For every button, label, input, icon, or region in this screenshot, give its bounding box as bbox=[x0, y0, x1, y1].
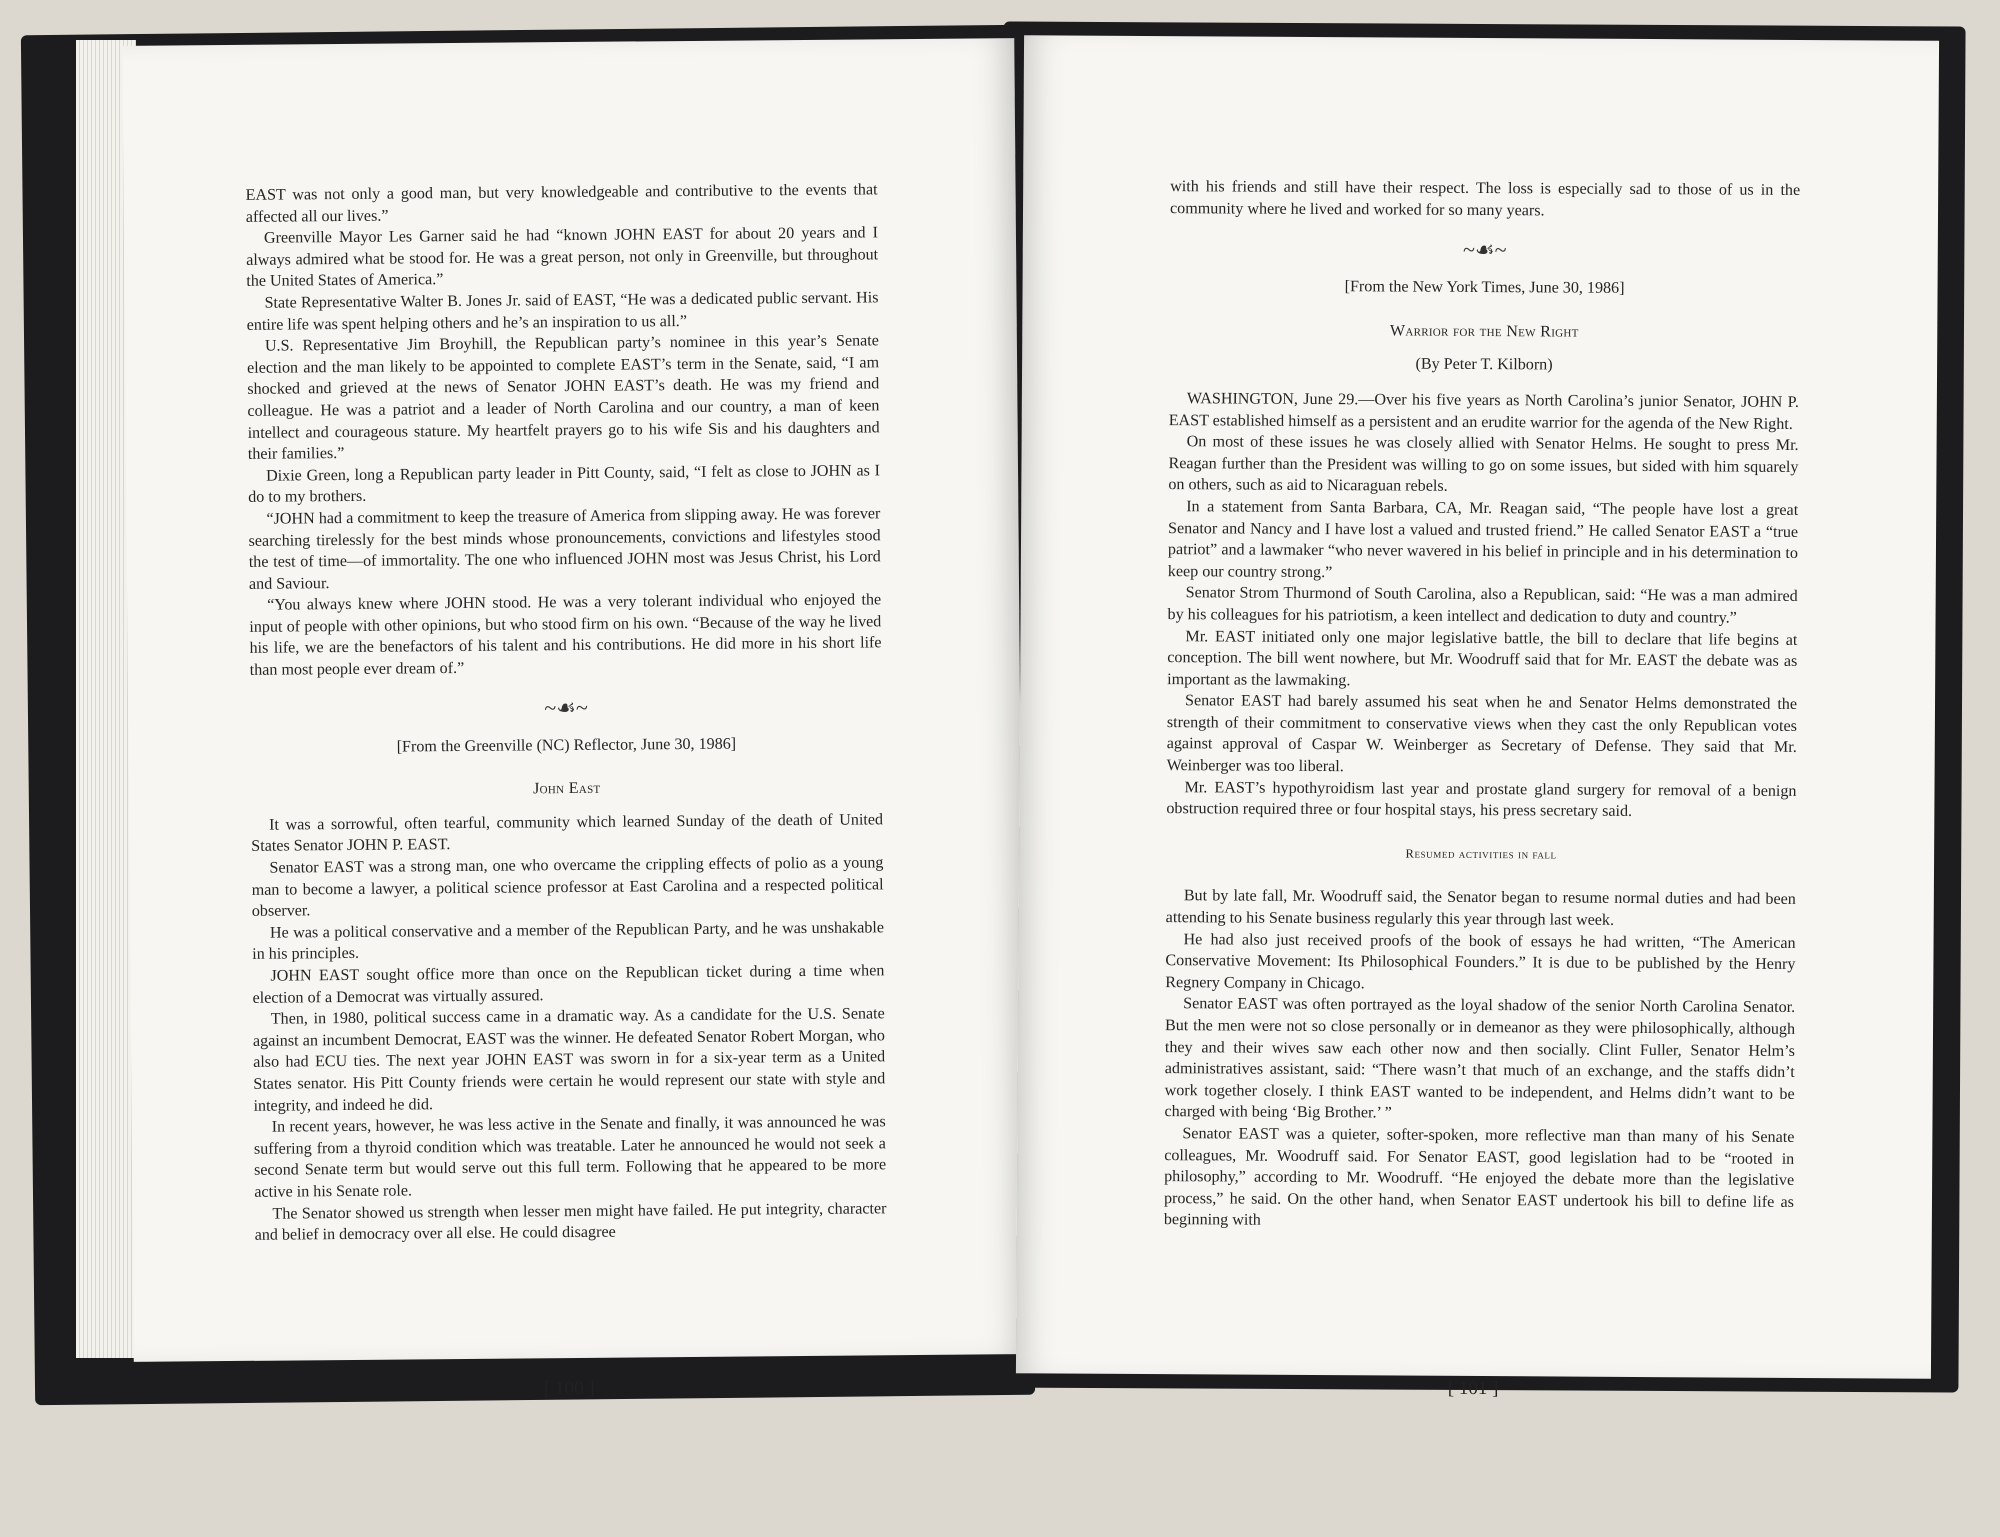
paragraph: WASHINGTON, June 29.—Over his five years as North Carolina’s junior Senator, JOHN P. EAST established himself as a persistent and an erudite warrior for the agenda of the New Right. bbox=[1168, 390, 1799, 433]
paragraph: He was a political conservative and a member of the Republican Party, and he was unshakable in his principles. bbox=[252, 919, 885, 964]
paragraph: State Representative Walter B. Jones Jr. said of EAST, “He was a dedicated public servant. His entire life was spent helping others and he’s an inspiration to us all.” bbox=[246, 289, 879, 334]
article-heading: Warrior for the New Right bbox=[1389, 322, 1579, 341]
left-page-text-column bbox=[245, 179, 886, 1246]
paragraph: U.S. Representative Jim Broyhill, the Republican party’s nominee in this year’s Senate election and the man likely to be appointed to complete EAST’s term in the Senate, said, “I am shocked and grieved at the news of Senator JOHN EAST’s death. He was my friend and colleague. He was a patriot and a leader of North Carolina and our country, a man of keen intellect and courageous stature. My heartfelt prayers go to his wife Sis and his daughters and their families.” bbox=[247, 332, 880, 463]
paragraph: In recent years, however, he was less active in the Senate and finally, it was announced he was suffering from a thyroid condition which was treatable. Later he announced he would not seek a second Senate term but would serve out this full term. Following that he appeared to be more active in his Senate role. bbox=[253, 1113, 887, 1201]
right-page-text-column bbox=[1164, 176, 1800, 1235]
byline: (By Peter T. Kilborn) bbox=[1415, 355, 1553, 374]
paragraph: “JOHN had a commitment to keep the treasure of America from slipping away. He was forever searching tirelessly for the best minds whose pronouncements, convictions and lifestyles stood the test of time—of immortality. The one who influenced JOHN most was Jesus Christ, his Lord and Saviour. bbox=[248, 505, 881, 593]
paragraph: Mr. EAST initiated only one major legislative battle, the bill to declare that life begins at conception. The bill went nowhere, but Mr. Woodruff said that for Mr. EAST the debate was as important as the lawmaking. bbox=[1167, 627, 1798, 689]
paragraph: Senator EAST was a strong man, one who overcame the crippling effects of polio as a young man to become a lawyer, a political science professor at East Carolina and a respected political observer. bbox=[251, 854, 884, 921]
left-page bbox=[122, 38, 1025, 1400]
paragraph: JOHN EAST sought office more than once on the Republican ticket during a time when election of a Democrat was virtually assured. bbox=[252, 962, 885, 1007]
right-page bbox=[1016, 35, 1939, 1400]
source-citation: [From the New York Times, June 30, 1986] bbox=[1344, 278, 1625, 298]
paragraph: Senator Strom Thurmond of South Carolina, also a Republican, said: “He was a man admired by his colleagues for his patriotism, a keen intellect and dedication to duty and country.” bbox=[1167, 584, 1798, 627]
paragraph: Dixie Green, long a Republican party leader in Pitt County, said, “I felt as close to JOHN as I do to my brothers. bbox=[248, 462, 881, 507]
paragraph: Then, in 1980, political success came in a dramatic way. As a candidate for the U.S. Senate against an incumbent Democrat, EAST was the winner. He defeated Senator Robert Morgan, who also had ECU ties. The next year JOHN EAST was sworn in for a six-year term as a United States senator. His Pitt County friends were certain he would represent our state with style and integrity, and indeed he did. bbox=[252, 1005, 886, 1115]
page-number: [ 101 ] bbox=[1447, 1377, 1499, 1400]
section-ornament: ~☙~ bbox=[544, 694, 588, 720]
paragraph: The Senator showed us strength when lesser men might have failed. He put integrity, character and belief in democracy over all else. He could disagree bbox=[254, 1199, 887, 1244]
paragraph: Senator EAST was a quieter, softer-spoken, more reflective man than many of his Senate colleagues, Mr. Woodruff said. For Senator EAST, good legislation had to be “rooted in philosophy,” according to Mr. Woodruff. “He enjoyed the debate more than the legislative process,” he said. On the other hand, when Senator EAST undertook his bill to define life as beginning with bbox=[1163, 1125, 1795, 1230]
paragraph: EAST was not only a good man, but very knowledgeable and contributive to the events that affected all our lives.” bbox=[245, 181, 878, 226]
paragraph: But by late fall, Mr. Woodruff said, the Senator began to resume normal duties and had been attending to his Senate business regularly this year through last week. bbox=[1165, 887, 1796, 929]
paragraph: Greenville Mayor Les Garner said he had “known JOHN EAST for about 20 years and I always admired what be stood for. He was a great person, not only in Greenville, but throughout the United States of America.” bbox=[246, 224, 879, 291]
source-citation: [From the Greenville (NC) Reflector, June 30, 1986] bbox=[396, 735, 737, 756]
section-ornament: ~☙~ bbox=[1462, 237, 1507, 263]
paragraph: with his friends and still have their respect. The loss is especially sad to those of us in the community where he lived and worked for so many years. bbox=[1169, 178, 1801, 219]
page-number: [ 100 ] bbox=[543, 1377, 595, 1400]
paragraph: Mr. EAST’s hypothyroidism last year and prostate gland surgery for removal of a benign obstruction required three or four hospital stays, his press secretary said. bbox=[1166, 778, 1797, 821]
paragraph: Senator EAST had barely assumed his seat when he and Senator Helms demonstrated the strength of their commitment to conservative views when they cast the only Republican votes against approval of Caspar W. Weinberger as Secretary of Defense. They said that Mr. Weinberger was too liberal. bbox=[1166, 692, 1798, 776]
paragraph: On most of these issues he was closely allied with Senator Helms. He sought to press Mr. Reagan further than the President was willing to go on some issues, but sided with him squarely on others, such as aid to Nicaraguan rebels. bbox=[1168, 433, 1799, 496]
article-heading: John East bbox=[532, 780, 601, 798]
paragraph: Senator EAST was often portrayed as the loyal shadow of the senior North Carolina Senator. But the men were not so close personally or in demeanor as they were philosophically, although they and their wives saw each other now and then socially. Clint Fuller, Senator Helm’s administratives assistant, said: “There wasn’t that much of an exchange, and the staffs didn’t work together closely. I think EAST wanted to be independent, and Helms didn’t want to be charged with being ‘Big Brother.’ ” bbox=[1164, 995, 1796, 1122]
paragraph: In a statement from Santa Barbara, CA, Mr. Reagan said, “The people have lost a great Senator and Nancy and I have lost a valued and trusted friend.” He called Senator EAST a “true patriot” and a lawmaker “who never wavered in his belief in principle and in his determination to keep our country strong.” bbox=[1167, 498, 1799, 581]
paragraph: “You always knew where JOHN stood. He was a very tolerant individual who enjoyed the input of people with other opinions, but who stood firm on his own. “Because of the way he lived his life, we are the benefactors of his talent and his contributions. He did more in his short life than most people ever dream of.” bbox=[249, 591, 882, 679]
paragraph: It was a sorrowful, often tearful, community which learned Sunday of the death of United States Senator JOHN P. EAST. bbox=[251, 811, 884, 856]
subheading: Resumed activities in fall bbox=[1405, 846, 1557, 862]
paragraph: He had also just received proofs of the book of essays he had written, “The American Conservative Movement: Its Philosophical Founders.” It is due to be published by the Henry Regnery Company in Chicago. bbox=[1165, 930, 1796, 993]
